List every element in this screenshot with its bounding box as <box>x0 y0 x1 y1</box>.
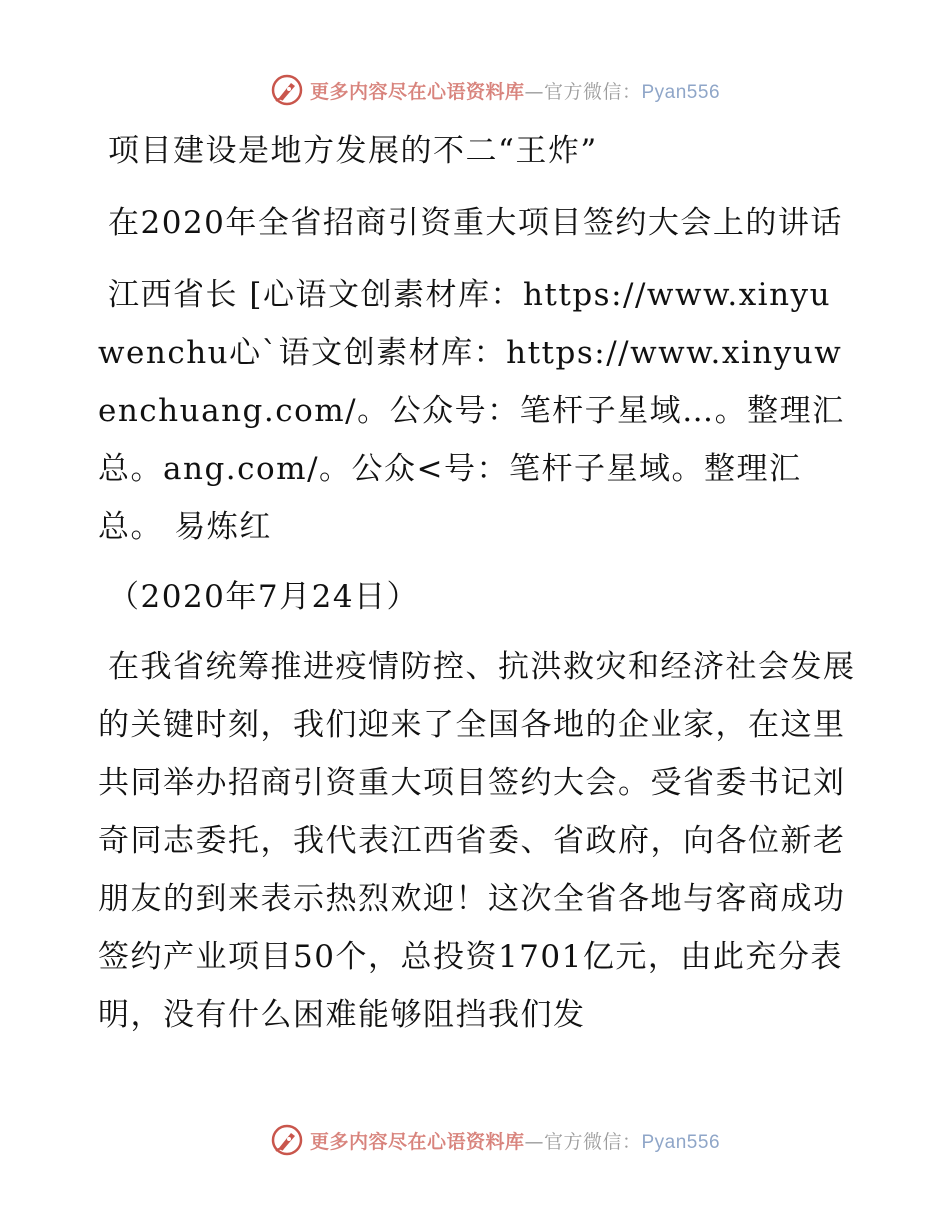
watermark-wechat-label: —官方微信： <box>524 1130 642 1153</box>
speech-date: （2020年7月24日） <box>108 579 420 615</box>
watermark-text <box>310 1127 720 1154</box>
watermark-text <box>310 77 720 104</box>
watermark-wechat-id: Pyan556 <box>641 1131 721 1153</box>
watermark-site-name: 更多内容尽在心语资料库 <box>309 80 525 103</box>
speech-paragraph: 在我省统筹推进疫情防控、抗洪救灾和经济社会发展的关键时刻，我们迎来了全国各地的企业家，在这里共同举办招商引资重大项目签约大会。受省委书记刘奇同志委托，我代表江西省委、省政府，向各位新老朋友的到来表示热烈欢迎！这次全省各地与客商成功签约产业项目50个，总投资1701亿元，由此充分表明，没有什么困难能够阻挡我们发 <box>98 649 856 1033</box>
watermark-wechat-label: —官方微信： <box>524 80 642 103</box>
document-title: 项目建设是地方发展的不二“王炸” <box>108 133 598 169</box>
document-body <box>98 122 858 1044</box>
header-watermark-banner <box>0 70 950 110</box>
footer-watermark-banner <box>0 1120 950 1160</box>
pen-nib-logo-icon <box>270 73 304 107</box>
pen-nib-logo-icon <box>270 1123 304 1157</box>
watermark-wechat-id: Pyan556 <box>641 81 721 103</box>
header-watermark-inner <box>270 73 720 107</box>
document-subtitle: 在2020年全省招商引资重大项目签约大会上的讲话 <box>108 205 843 241</box>
author-line: 江西省长 [心语文创素材库：https://www.xinyuwenchu心`语文创素材库：https://www.xinyuwenchuang.com/。公众号：笔杆子星域…。整理汇总。ang.com/。公众<号：笔杆子星域。整理汇总。 易炼红 <box>98 277 845 545</box>
footer-watermark-inner <box>270 1123 720 1157</box>
watermark-site-name: 更多内容尽在心语资料库 <box>309 1130 525 1153</box>
